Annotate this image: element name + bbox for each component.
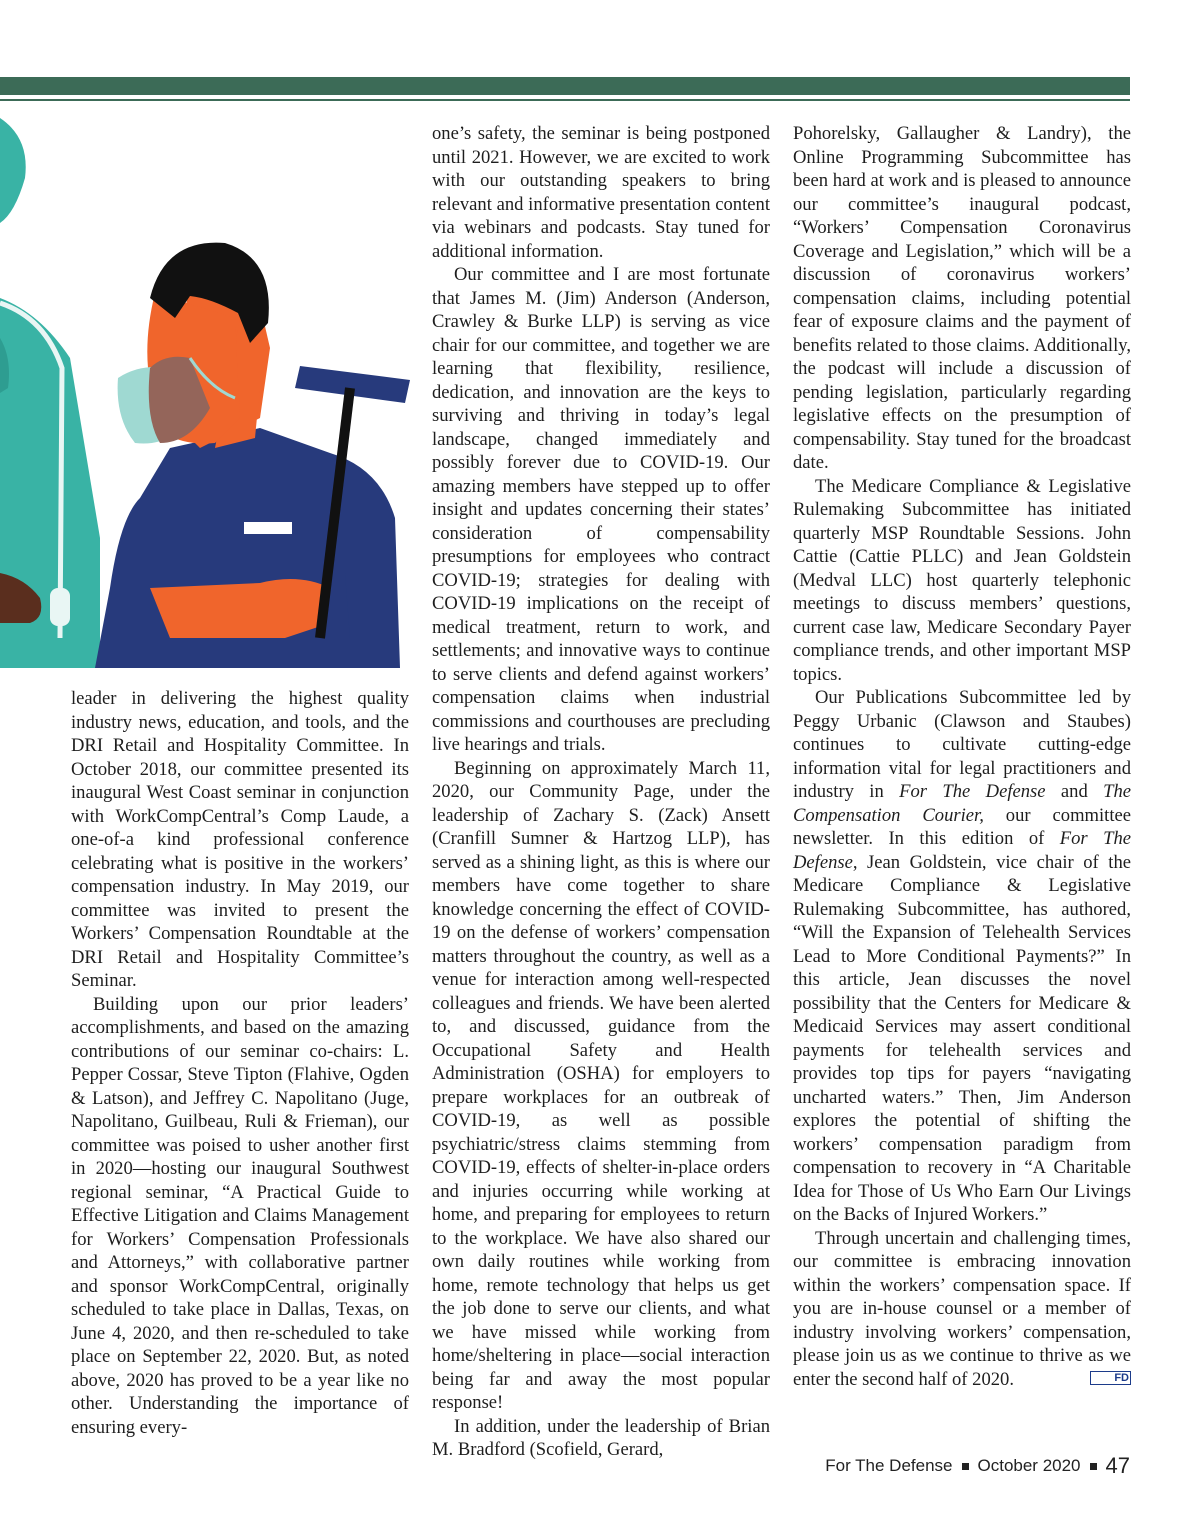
column-1-paragraph-1: leader in delivering the highest quality industry news, education, and tools, and the DRI Retail and Hospitality Committee. In October 2018, our committee presented its inaugural West Coast seminar in conjunction with WorkCompCentral’s Comp Laude, a one-of-a kind professional conference celebrating what is positive in the workers’ compensation industry. In May 2019, our committee was invited to present the Workers’ Compensation Roundtable at the DRI Retail and Hospitality Committee’s Seminar. — [71, 688, 409, 991]
footer-separator-icon — [1090, 1463, 1097, 1470]
article-column-3 — [793, 122, 1131, 1391]
header-rule-line — [0, 99, 1130, 101]
column-2-paragraph-2: Our committee and I are most fortunate that James M. (Jim) Anderson (Anderson, Crawley & Burke LLP) is serving as vice chair for our committee, and together we are learning that flexibility, resilience, dedication, and innovation are the keys to surviving and thriving in today’s legal landscape, changed immediately and possibly forever due to COVID-19. Our amazing members have stepped up to offer insight and updates concerning their states’ consideration of compensability presumptions for employees who contract COVID-19; strategies for dealing with COVID-19 implications on the receipt of medical treatment, return to work, and settlements; and innovative ways to continue to serve clients and defend against workers’ compensation claims when industrial commissions and courthouses are precluding live hearings and trials. — [432, 264, 770, 755]
column-2-paragraph-4: In addition, under the leadership of Brian M. Bradford (Scofield, Gerard, — [432, 1415, 770, 1460]
publication-title: For The Defense — [899, 781, 1046, 802]
page-footer — [825, 1453, 1130, 1479]
worker-illustration — [0, 118, 410, 668]
newsletter-title: The Compensation Courier, — [793, 781, 1131, 826]
column-3-paragraph-3 — [793, 686, 1131, 1227]
header-color-band — [0, 77, 1130, 95]
worker-figure-icon — [95, 243, 400, 668]
column-2-paragraph-3: Beginning on approximately March 11, 2020, our Community Page, under the leadership of Zachary S. (Zack) Ansett (Cranfill Sumner & Hartzog LLP), has served as a shining light, as this is where our members have come together to share knowledge concerning the effect of COVID-19 on the defense of workers’ compensation matters throughout the country, as well as a venue for interaction among well-respected colleagues and friends. We have been alerted to, and discussed, guidance from the Occupational Safety and Health Administration (OSHA) for employers to prepare workplaces for an outbreak of COVID-19, as well as possible psychiatric/stress claims stemming from COVID-19, effects of shelter-in-place orders and injuries occurring while working at home, and preparing for employees to return to the workplace. We have also shared our own daily routines while working from home, remote technology that helps us get the job done to serve our clients, and what we have missed while working from home/sheltering in place—social interaction being far and away the most popular response! — [432, 757, 770, 1413]
column-1-paragraph-2: Building upon our prior leaders’ accomplishments, and based on the amazing contributions of our seminar co-chairs: L. Pepper Cossar, Steve Tipton (Flahive, Ogden & Latson), and Jeffrey C. Napolitano (Juge, Napolitano, Guilbeau, Ruli & Frieman), our committee was poised to usher another first in 2020—hosting our inaugural Southwest regional seminar, “A Practical Guide to Effective Litigation and Claims Management for Workers’ Compensation Professionals and Attorneys,” with collaborative partner and sponsor WorkCompCentral, originally scheduled to take place in Dallas, Texas, on June 4, 2020, and then re-scheduled to take place on September 22, 2020. But, as noted above, 2020 has proved to be a year like no other. Understanding the importance of ensuring every- — [71, 993, 409, 1438]
article-column-1 — [71, 687, 409, 1439]
column-3-paragraph-4 — [793, 1227, 1131, 1392]
column-3-paragraph-1: Pohorelsky, Gallaugher & Landry), the Online Programming Subcommittee has been hard at work and is pleased to announce our committee’s inaugural podcast, “Workers’ Compensation Coronavirus Coverage and Legislation,” which will be a discussion of coronavirus workers’ compensation claims, including potential fear of exposure claims and the payment of benefits related to those claims. Additionally, the podcast will include a discussion of pending legislation, particularly regarding legislative effects on the presumption of compensability. Stay tuned for the broadcast date. — [793, 123, 1131, 473]
end-of-article-icon: FD — [1090, 1371, 1131, 1385]
footer-issue: October 2020 — [977, 1456, 1081, 1475]
column-2-paragraph-1: one’s safety, the seminar is being postponed until 2021. However, we are excited to work with our outstanding speakers to bring relevant and informative presentation content via webinars and podcasts. Stay tuned for additional information. — [432, 123, 770, 262]
text-run: our committee newsletter. In this edition of — [793, 804, 1132, 849]
medical-figure-icon — [0, 118, 100, 668]
text-run: and — [1045, 781, 1104, 802]
column-3-paragraph-2: The Medicare Compliance & Legislative Rulemaking Subcommittee has initiated quarterly MSP Roundtable Sessions. John Cattie (Cattie PLLC) and Jean Goldstein (Medval LLC) host quarterly telephonic meetings to discuss members’ questions, current case law, Medicare Secondary Payer compliance trends, and other important MSP topics. — [793, 475, 1131, 685]
publication-title: For The Defense — [793, 828, 1131, 873]
footer-separator-icon — [962, 1463, 969, 1470]
footer-publication: For The Defense — [825, 1456, 953, 1475]
page-number: 47 — [1105, 1453, 1130, 1478]
text-run: Our Publications Subcommittee led by Peggy Urbanic (Clawson and Staubes) continues to cultivate cutting-edge information vital for legal practitioners and industry in — [793, 687, 1131, 802]
text-run: Through uncertain and challenging times, our committee is embracing innovation within the workers’ compensation space. If you are in-house counsel or a member of industry involving workers’ compensation, please join us as we continue to thrive as we enter the second half of 2020. — [793, 1227, 1131, 1390]
text-run: , Jean Goldstein, vice chair of the Medicare Compliance & Legislative Rulemaking Subcommittee, has authored, “Will the Expansion of Telehealth Services Lead to More Conditional Payments?” In this article, Jean discusses the novel possibility that the Centers for Medicare & Medicaid Services may assert conditional payments for telehealth services and provides top tips for payers “navigating uncharted waters.” Then, Jim Anderson explores the potential of shifting the workers’ compensation paradigm from compensation to recovery in “A Charitable Idea for Those of Us Who Earn Our Livings on the Backs of Injured Workers.” — [793, 851, 1131, 1225]
article-column-2 — [432, 122, 770, 1462]
